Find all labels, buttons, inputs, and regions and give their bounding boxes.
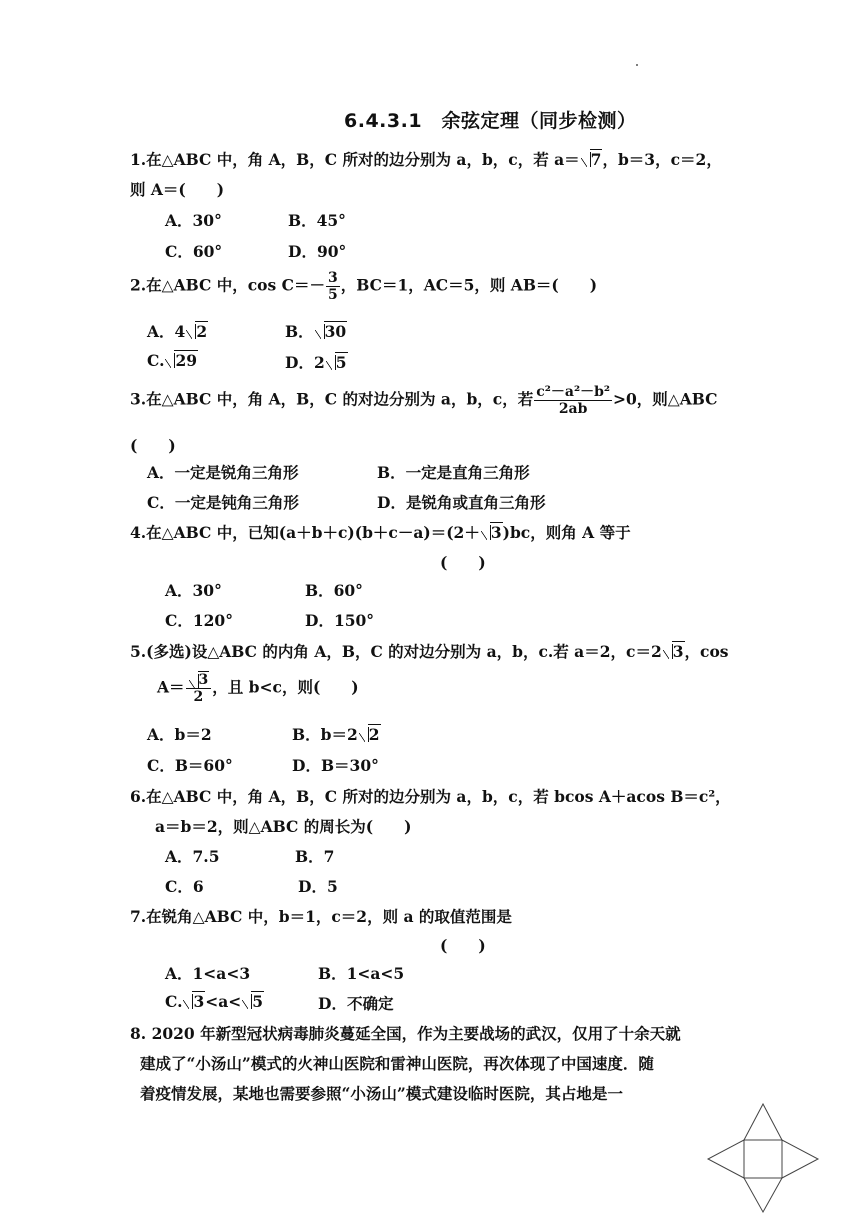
q7-option-c: C. 3<a< 5	[165, 992, 264, 1011]
net-triangle-bottom	[744, 1178, 782, 1212]
q6-option-a: A．7.5	[165, 847, 220, 866]
q3-option-a: A．一定是锐角三角形	[147, 463, 299, 482]
q7-option-b: B．1<a<5	[318, 964, 405, 983]
q1-option-a: A．30°	[165, 211, 222, 230]
q1-option-b: B．45°	[288, 211, 346, 230]
sqrt-symbol: 7	[581, 150, 603, 169]
q3-option-b: B．一定是直角三角形	[377, 463, 530, 482]
q4-option-d: D．150°	[305, 611, 375, 630]
q3-line2: ( )	[130, 436, 176, 455]
q5-option-c: C．B＝60°	[147, 756, 233, 775]
net-triangle-right	[782, 1140, 818, 1178]
q3-option-c: C．一定是钝角三角形	[147, 493, 299, 512]
q4-option-a: A．30°	[165, 581, 222, 600]
q2-option-a: A．4 2	[147, 322, 208, 341]
page-title: 6.4.3.1 余弦定理（同步检测）	[344, 110, 637, 132]
q1-line1: 1.在△ABC 中，角 A，B，C 所对的边分别为 a，b，c，若 a＝ 7，b＝3，c＝2，	[130, 150, 722, 169]
q5-option-b: B．b＝2 2	[292, 725, 380, 744]
q7-line1: 7.在锐角△ABC 中，b＝1，c＝2，则 a 的取值范围是	[130, 907, 512, 926]
q7-option-d: D．不确定	[318, 994, 394, 1013]
q6-line1: 6.在△ABC 中，角 A，B，C 所对的边分别为 a，b，c，若 bcos A＋acos B＝c²，	[130, 787, 731, 806]
q8-line2: 建成了“小汤山”模式的火神山医院和雷神山医院，再次体现了中国速度．随	[140, 1054, 654, 1073]
q5-fraction: $\frac{3}{2}$	[186, 672, 212, 705]
q2-option-c: C. 29	[147, 351, 198, 370]
q6-option-b: B．7	[295, 847, 335, 866]
q5-option-d: D．B＝30°	[292, 756, 379, 775]
q8-line3: 着疫情发展，某地也需要参照“小汤山”模式建设临时医院，其占地是一	[140, 1084, 623, 1103]
q7-option-a: A．1<a<3	[165, 964, 251, 983]
q6-option-c: C．6	[165, 877, 204, 896]
q5-line1: 5.(多选)设△ABC 的内角 A，B，C 的对边分别为 a，b，c.若 a＝2，c＝2 3，cos	[130, 642, 729, 661]
net-square	[744, 1140, 782, 1178]
q7-answer-paren: ( )	[440, 936, 486, 955]
q4-option-c: C．120°	[165, 611, 233, 630]
q4-option-b: B．60°	[305, 581, 363, 600]
q3-option-d: D．是锐角或直角三角形	[377, 493, 546, 512]
q4-answer-paren: ( )	[440, 553, 486, 572]
q5-option-a: A．b＝2	[147, 725, 212, 744]
q5-line2: A＝ $\frac{3}{2}$ ，且 b<c，则( )	[157, 672, 359, 705]
q6-line2: a＝b＝2，则△ABC 的周长为( )	[155, 817, 412, 836]
q1-line2: 则 A＝( )	[130, 180, 225, 199]
q2-fraction: $\frac{3}{5}$	[327, 270, 338, 303]
net-triangle-top	[744, 1104, 782, 1140]
speck	[636, 64, 638, 66]
q3-fraction: $\frac{\text{c²－a²－b²}}{2ab}$	[536, 384, 611, 417]
q2-option-d: D．2 5	[285, 353, 347, 372]
q1-option-c: C．60°	[165, 242, 223, 261]
q3-line1: 3.在△ABC 中，角 A，B，C 的对边分别为 a，b，c，若 $\frac{\text{c²－a²－b²}}{2ab}$ >0，则△ABC	[130, 384, 718, 417]
net-triangle-left	[708, 1140, 744, 1178]
q1-option-d: D．90°	[288, 242, 347, 261]
pyramid-net-diagram	[706, 1102, 822, 1214]
q2-option-b: B． 30	[285, 322, 347, 341]
q8-line1: 8. 2020 年新型冠状病毒肺炎蔓延全国，作为主要战场的武汉，仅用了十余天就	[130, 1024, 681, 1043]
q6-option-d: D．5	[298, 877, 338, 896]
q2-line: 2.在△ABC 中，cos C＝－ $\frac{3}{5}$ ，BC＝1，AC＝5，则 AB＝( )	[130, 270, 598, 303]
q4-line: 4.在△ABC 中，已知(a＋b＋c)(b＋c－a)＝(2＋ 3)bc，则角 A 等于	[130, 523, 631, 542]
